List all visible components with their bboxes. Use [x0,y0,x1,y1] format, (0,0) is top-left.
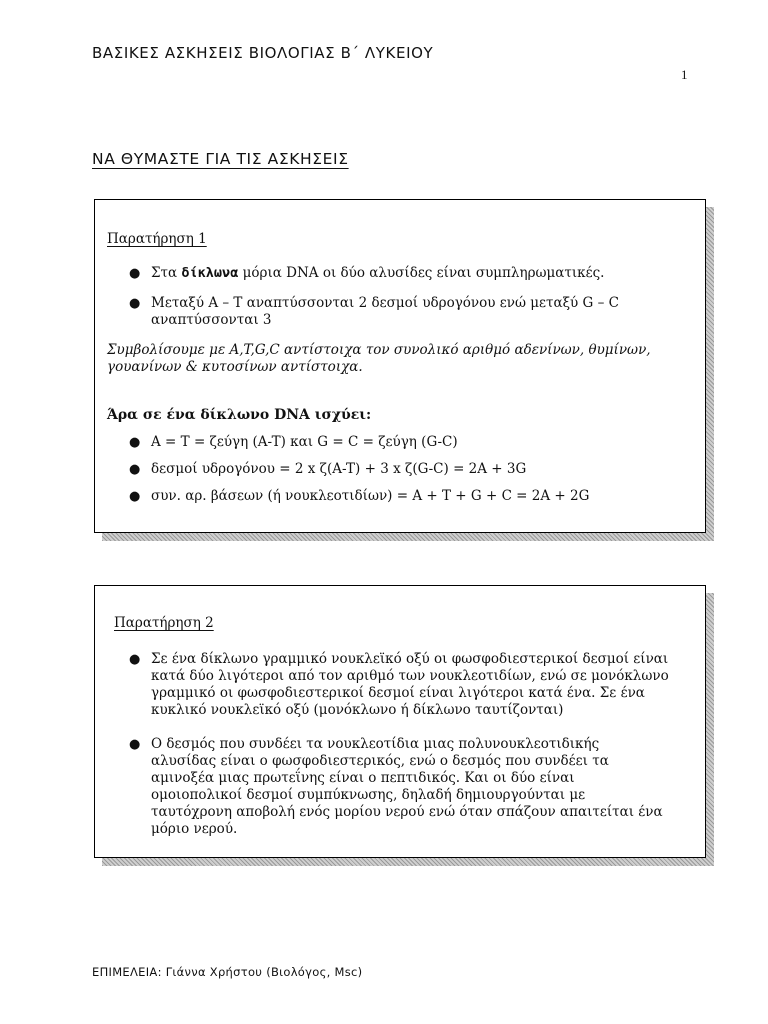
bullet-list [129,651,701,838]
bullet-icon: ● [129,462,141,477]
list-item: ● Μεταξύ A – T αναπτύσσονται 2 δεσμοί υδρογόνου ενώ μεταξύ G – C αναπτύσσονται 3 [129,295,619,328]
list-item: ● Σε ένα δίκλωνο γραμμικό νουκλεϊκό οξύ οι φωσφοδιεστερικοί δεσμοί είναι κατά δύο λιγότεροι από τον αριθμό των νουκλεοτιδίων, ενώ σε μονόκλωνο γραμμικό οι φωσφοδιεστερικοί δεσμοί είναι λιγότεροι κατά ένα. Σε ένα κυκλικό νουκλεϊκό οξύ (μονόκλωνο ή δίκλωνο ταυτίζονται) [129,651,669,718]
bullet-icon: ● [129,489,141,504]
section-title: ΝΑ ΘΥΜΑΣΤΕ ΓΙΑ ΤΙΣ ΑΣΚΗΣΕΙΣ [92,150,349,168]
bullet-icon: ● [129,652,141,667]
bullet-icon: ● [129,435,141,450]
symbol-note: Συμβολίσουμε με A,T,G,C αντίστοιχα τον συνολικό αριθμό αδενίνων, θυμίνων, γουανίνων & κυτοσίνων αντίστοιχα. [107,342,651,375]
observation-box-2 [94,585,706,858]
bold-term: δίκλωνα [181,265,239,281]
list-item: ● A = T = ζεύγη (A-T) και G = C = ζεύγη (G-C) [129,434,458,450]
observation-box-1 [94,199,706,533]
bullet-icon: ● [129,266,141,281]
page-header: ΒΑΣΙΚΕΣ ΑΣΚΗΣΕΙΣ ΒΙΟΛΟΓΙΑΣ Β΄ ΛΥΚΕΙΟΥ [92,44,434,62]
list-item: ● Στα δίκλωνα μόρια DNA οι δύο αλυσίδες είναι συμπληρωματικές. [129,265,605,281]
list-item: ● Ο δεσμός που συνδέει τα νουκλεοτίδια μιας πολυνουκλεοτιδικής αλυσίδας είναι ο φωσφοδιεστερικός, ενώ ο δεσμός που συνδέει τα αμινοξέα μιας πρωτεΐνης είναι ο πεπτιδικός. Και οι δύο είναι ομοιοπολικοί δεσμοί συμπύκνωσης, δηλαδή δημιουργούνται με ταυτόχρονη αποβολή ενός μορίου νερού ενώ όταν σπάζουν απαιτείται ένα μόριο νερού. [129,736,663,837]
bullet-icon: ● [129,296,141,311]
observation-label: Παρατήρηση 2 [114,615,214,631]
observation-label: Παρατήρηση 1 [107,231,207,247]
list-item: ● δεσμοί υδρογόνου = 2 x ζ(A-T) + 3 x ζ(G-C) = 2A + 3G [129,461,527,477]
bullet-list [129,265,689,329]
equation-list [129,434,689,505]
page-footer: ΕΠΙΜΕΛΕΙΑ: Γιάννα Χρήστου (Βιολόγος, Msc) [92,965,363,979]
bullet-icon: ● [129,737,141,752]
subheading: Άρα σε ένα δίκλωνο DNA ισχύει: [107,407,372,423]
list-item: ● συν. αρ. βάσεων (ή νουκλεοτιδίων) = A + T + G + C = 2A + 2G [129,488,590,504]
page-number: 1 [681,67,688,82]
